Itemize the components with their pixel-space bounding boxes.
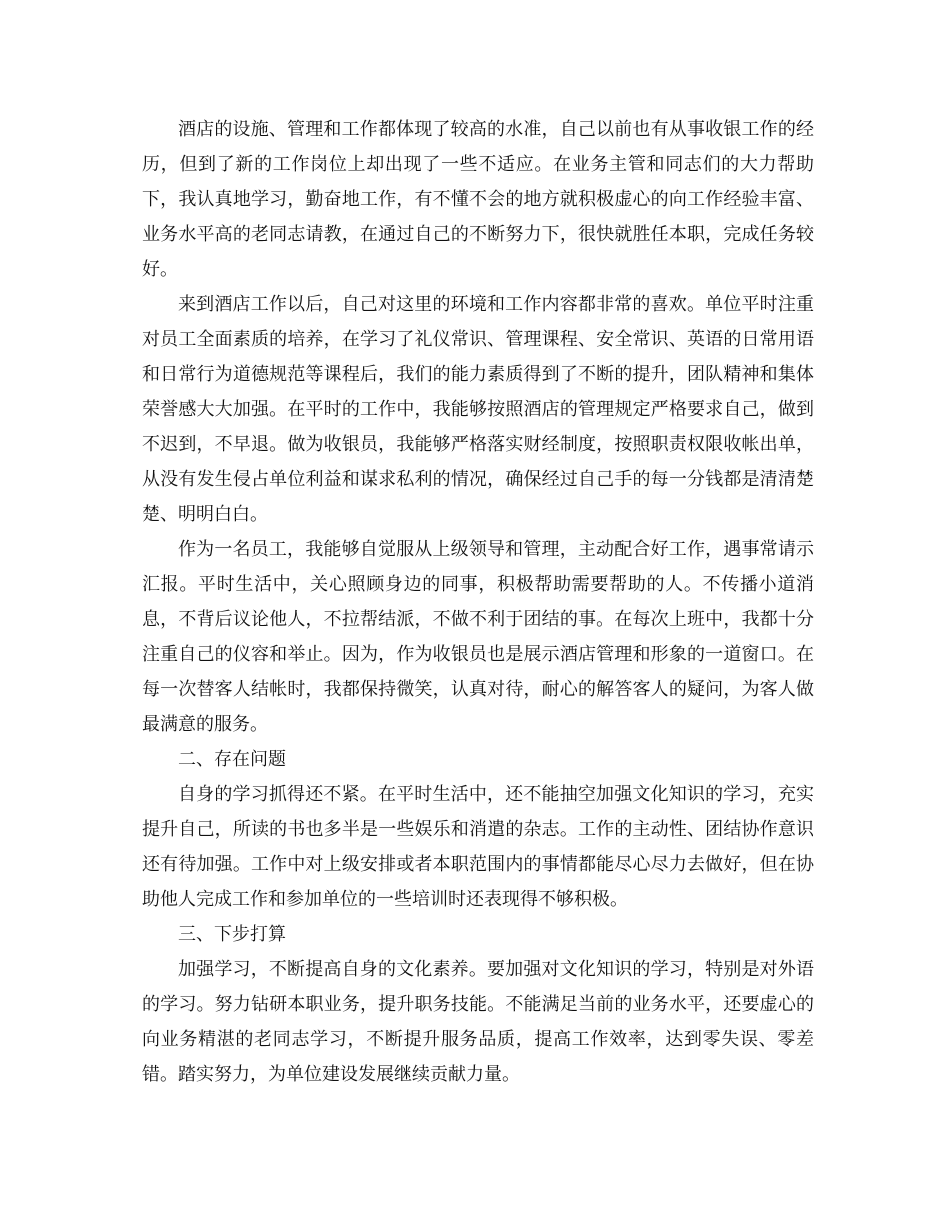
document-body — [142, 112, 814, 1092]
section-heading-problems: 二、存在问题 — [178, 749, 286, 770]
paragraph-problems: 自身的学习抓得还不紧。在平时生活中，还不能抽空加强文化知识的学习，充实提升自己，所读的书也多半是一些娱乐和消遣的杂志。工作的主动性、团结协作意识还有待加强。工作中对上级安排或者本职范围内的事情都能尽心尽力去做好，但在协助他人完成工作和参加单位的一些培训时还表现得不够积极。 — [142, 784, 814, 910]
paragraph-conduct: 作为一名员工，我能够自觉服从上级领导和管理，主动配合好工作，遇事常请示汇报。平时生活中，关心照顾身边的同事，积极帮助需要帮助的人。不传播小道消息，不背后议论他人，不拉帮结派，不做不利于团结的事。在每次上班中，我都十分注重自己的仪容和举止。因为，作为收银员也是展示酒店管理和形象的一道窗口。在每一次替客人结帐时，我都保持微笑，认真对待，耐心的解答客人的疑问，为客人做最满意的服务。 — [142, 539, 814, 735]
section-heading-plans: 三、下步打算 — [178, 924, 286, 945]
paragraph-experience: 酒店的设施、管理和工作都体现了较高的水准，自己以前也有从事收银工作的经历，但到了新的工作岗位上却出现了一些不适应。在业务主管和同志们的大力帮助下，我认真地学习，勤奋地工作，有不懂不会的地方就积极虚心的向工作经验丰富、业务水平高的老同志请教，在通过自己的不断努力下，很快就胜任本职，完成任务较好。 — [142, 119, 814, 280]
paragraph-environment: 来到酒店工作以后，自己对这里的环境和工作内容都非常的喜欢。单位平时注重对员工全面素质的培养，在学习了礼仪常识、管理课程、安全常识、英语的日常用语和日常行为道德规范等课程后，我们的能力素质得到了不断的提升，团队精神和集体荣誉感大大加强。在平时的工作中，我能够按照酒店的管理规定严格要求自己，做到不迟到，不早退。做为收银员，我能够严格落实财经制度，按照职责权限收帐出单，从没有发生侵占单位利益和谋求私利的情况，确保经过自己手的每一分钱都是清清楚楚、明明白白。 — [142, 294, 814, 525]
paragraph-plans: 加强学习，不断提高自身的文化素养。要加强对文化知识的学习，特别是对外语的学习。努力钻研本职业务，提升职务技能。不能满足当前的业务水平，还要虚心的向业务精湛的老同志学习，不断提升服务品质，提高工作效率，达到零失误、零差错。踏实努力，为单位建设发展继续贡献力量。 — [142, 959, 814, 1085]
